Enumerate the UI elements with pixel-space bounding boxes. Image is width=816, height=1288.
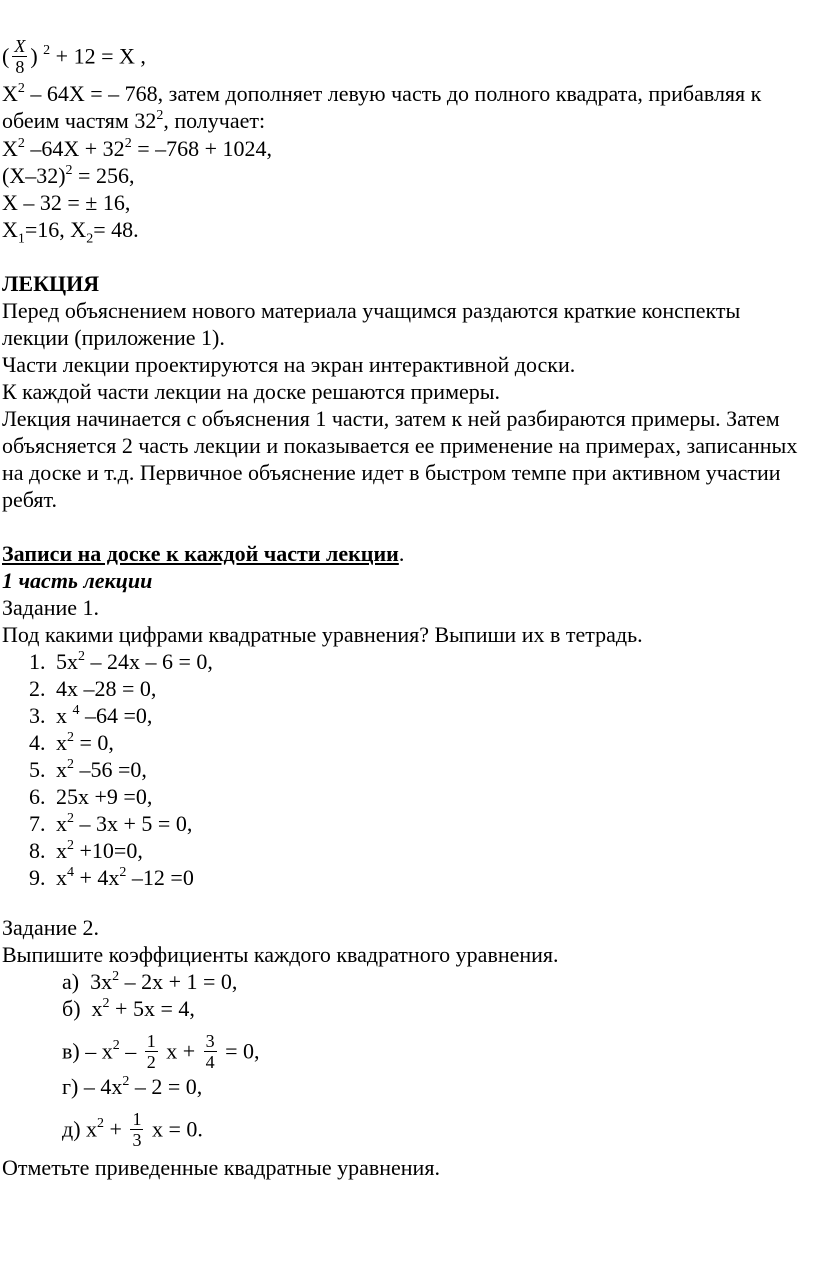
list-item (29, 675, 156, 702)
text-run: x (56, 838, 67, 863)
exponent: 2 (67, 837, 74, 853)
item-label: д) (62, 1116, 81, 1142)
open-paren: ( (2, 43, 10, 69)
text-run: 4x –28 = 0, (56, 676, 157, 701)
task-2-title: Задание 2. (2, 915, 100, 940)
fraction-denominator: 4 (205, 1052, 215, 1072)
exponent: 2 (112, 1038, 120, 1054)
fraction-numerator: 3 (205, 1031, 215, 1051)
subscript: 1 (17, 231, 25, 247)
equation-line-4 (2, 162, 134, 189)
list-item (29, 702, 152, 729)
part-title: 1 часть лекции (2, 568, 153, 593)
text-run: – 2x + 1 = 0, (119, 969, 238, 994)
exponent: 2 (43, 43, 51, 59)
text-run: 25x +9 =0, (56, 784, 153, 809)
text-run: –64X + 32 (24, 136, 125, 161)
text-run: – 4x (78, 1074, 123, 1099)
text-run: = 0, (74, 730, 114, 755)
exponent: 4 (67, 864, 74, 880)
list-item (29, 864, 194, 891)
text-run: X (2, 81, 18, 106)
exponent: 2 (65, 162, 73, 178)
equation-line-5: X – 32 = ± 16, (2, 190, 131, 215)
exponent: 2 (78, 648, 85, 664)
list-number: 4. (29, 730, 46, 755)
text-run: x (80, 1116, 98, 1142)
fraction-one-half (145, 1031, 158, 1072)
lecture-paragraph-2: Части лекции проектируются на экран интерактивной доски. (2, 352, 576, 377)
task-1-text: Под какими цифрами квадратные уравнения? Выпиши их в тетрадь. (2, 622, 643, 647)
task-2-item-v (62, 1033, 260, 1074)
exponent: 2 (156, 107, 164, 123)
list-number: 5. (29, 757, 46, 782)
text-run: 3x (90, 969, 113, 994)
text-run: – 64X = – 768, затем дополняет левую часть до полного квадрата, прибавляя к обеим частям 32 (2, 81, 762, 133)
lecture-paragraph-4: Лекция начинается с объяснения 1 части, затем к ней разбираются примеры. Затем объясняется 2 часть лекции и показывается ее применение на примерах, записанных на доске и т.д. Первичное объяснение идет в быстром темпе при активном участии ребят. (2, 406, 798, 512)
fraction-numerator: X (14, 36, 26, 56)
task-2-item-d (62, 1111, 203, 1152)
text-run: –64 =0, (79, 703, 153, 728)
list-number: 3. (29, 703, 46, 728)
task-2-item-a (62, 968, 237, 995)
exponent: 2 (112, 968, 120, 984)
exponent: 2 (102, 995, 110, 1011)
exponent: 2 (17, 80, 25, 96)
text-run: – 3x + 5 = 0, (74, 811, 193, 836)
item-label: а) (62, 969, 80, 994)
fraction-numerator: 1 (132, 1109, 142, 1129)
list-number: 9. (29, 865, 46, 890)
list-item (29, 837, 143, 864)
item-label: г) (62, 1074, 79, 1099)
exponent: 2 (67, 756, 74, 772)
list-number: 7. (29, 811, 46, 836)
close-paren: ) (30, 43, 38, 69)
list-item (29, 756, 147, 783)
fraction-denominator: 3 (132, 1130, 142, 1150)
equation-line-3 (2, 135, 272, 162)
exponent: 2 (124, 135, 132, 151)
text-run: + (104, 1116, 128, 1142)
list-item (29, 783, 152, 810)
exponent: 2 (122, 1073, 130, 1089)
exponent: 4 (72, 702, 80, 718)
text-run: 5x (56, 649, 78, 674)
lecture-heading: ЛЕКЦИЯ (2, 271, 100, 296)
list-item (29, 810, 192, 837)
text-run: x (56, 865, 67, 890)
text-run: , получает: (163, 108, 266, 133)
text-run: – x (79, 1038, 113, 1064)
text-run: = 256, (72, 163, 135, 188)
text-run: x (56, 811, 67, 836)
fraction-denominator: 2 (146, 1052, 156, 1072)
text-run: . (398, 541, 405, 566)
text-run: + 5x = 4, (109, 996, 195, 1021)
text-run: +10=0, (74, 838, 143, 863)
text-run: x + (160, 1038, 201, 1064)
board-heading-text: Записи на доске к каждой части лекции (2, 541, 399, 566)
item-label: в) (62, 1038, 80, 1064)
text-run: – 2 = 0, (129, 1074, 203, 1099)
text-run: =16, X (24, 217, 87, 242)
exponent: 2 (67, 810, 74, 826)
text-run: (X–32) (2, 163, 66, 188)
text-run: x (56, 703, 73, 728)
equation-rest: + 12 = X , (50, 43, 146, 69)
exponent: 2 (17, 135, 25, 151)
text-run: –12 =0 (126, 865, 194, 890)
task-1-title: Задание 1. (2, 595, 100, 620)
text-run: –56 =0, (74, 757, 147, 782)
equation-line-6 (2, 216, 139, 247)
list-number: 8. (29, 838, 46, 863)
closing-instruction: Отметьте приведенные квадратные уравнения. (2, 1155, 440, 1180)
text-run: X (2, 217, 18, 242)
text-run: = –768 + 1024, (131, 136, 273, 161)
text-run: = 0, (219, 1038, 260, 1064)
list-number: 6. (29, 784, 46, 809)
text-run: = 48. (93, 217, 139, 242)
task-2-item-b (62, 995, 195, 1022)
board-heading (2, 540, 404, 567)
fraction-x-over-8 (12, 36, 27, 77)
fraction-numerator: 1 (146, 1031, 156, 1051)
exponent: 2 (67, 729, 74, 745)
fraction-one-third (130, 1109, 143, 1150)
fraction-denominator: 8 (15, 57, 25, 77)
text-run: x (91, 996, 103, 1021)
text-run: x = 0. (146, 1116, 203, 1142)
text-run: X (2, 136, 18, 161)
task-2-text: Выпишите коэффициенты каждого квадратного уравнения. (2, 942, 559, 967)
exponent: 2 (97, 1116, 105, 1132)
text-run: + 4x (74, 865, 120, 890)
text-run: – (119, 1038, 142, 1064)
list-item (29, 729, 114, 756)
text-run: x (56, 730, 67, 755)
list-number: 1. (29, 649, 46, 674)
item-label: б) (62, 996, 81, 1021)
equation-line-1 (2, 38, 146, 79)
equation-line-2 (2, 80, 808, 134)
text-run: – 24x – 6 = 0, (85, 649, 213, 674)
lecture-paragraph-3: К каждой части лекции на доске решаются примеры. (2, 379, 501, 404)
text-run: x (56, 757, 67, 782)
list-number: 2. (29, 676, 46, 701)
exponent: 2 (119, 864, 127, 880)
lecture-paragraph-1: Перед объяснением нового материала учащимся раздаются краткие конспекты лекции (приложение 1). (2, 298, 741, 350)
list-item (29, 648, 213, 675)
task-2-item-g (62, 1073, 202, 1100)
fraction-three-quarters (204, 1031, 217, 1072)
subscript: 2 (86, 231, 94, 247)
